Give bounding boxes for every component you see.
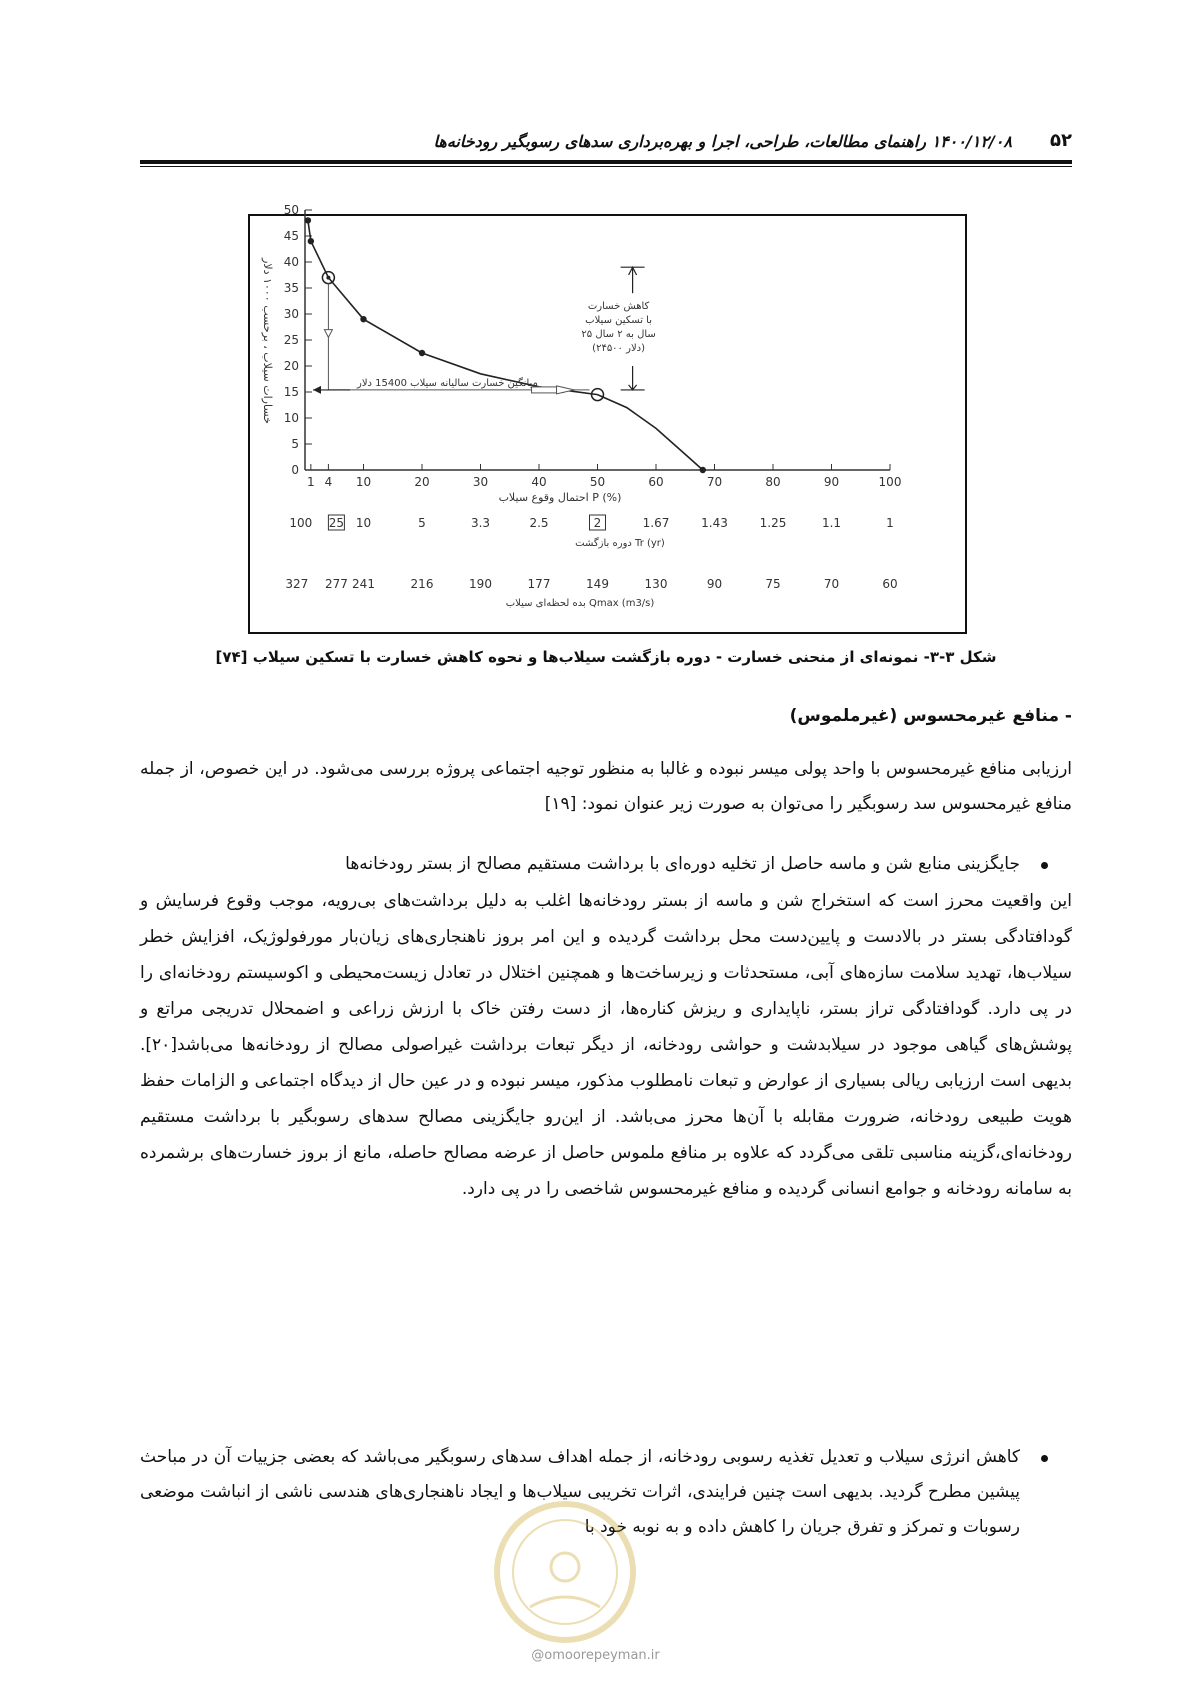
peak-discharge-value: 177 <box>527 577 551 591</box>
bullet-1-text: جایگزینی منابع شن و ماسه حاصل از تخلیه دوره‌ای با برداشت مستقیم مصالح از بستر رودخانه‌ها <box>345 854 1020 874</box>
return-period-value: 1.67 <box>642 516 670 530</box>
peak-discharge-value: 190 <box>469 577 492 591</box>
y-tick-label: 25 <box>283 333 299 347</box>
bullet-item-1 <box>140 847 1020 882</box>
peak-discharge-value: 60 <box>882 577 898 591</box>
peak-discharge-value: 277 <box>324 577 348 591</box>
return-period-value: 25 <box>328 516 345 530</box>
header-rule-thick <box>140 160 1072 164</box>
figure-caption: شکل ۳-۳- نمونه‌ای از منحنی خسارت - دوره بازگشت سیلاب‌ها و نحوه کاهش خسارت با تسکین سیلاب [۷۴] <box>215 648 997 666</box>
y-value-arrow-head <box>313 386 321 394</box>
x-tick-label: 20 <box>414 475 430 489</box>
y-tick-label: 0 <box>291 463 299 477</box>
x-tick-label: 1 <box>307 475 315 489</box>
reduction-annotation-line: ۲۵ سال به ۲ سال <box>581 328 656 340</box>
y-tick-label: 40 <box>283 255 299 269</box>
return-period-value: 2 <box>593 516 602 530</box>
running-header <box>140 128 1072 158</box>
y-tick-label: 5 <box>291 437 299 451</box>
paragraph-intro: ارزیابی منافع غیرمحسوس با واحد پولی میسر نبوده و غالبا به منظور توجیه اجتماعی پروژه بررسی می‌شود. در این خصوص، از جمله منافع غیرمحسوس سد رسوبگیر را می‌توان به صورت زیر عنوان نمود: [۱۹] <box>140 759 1072 814</box>
bullet-1-body: این واقعیت محرز است که استخراج شن و ماسه از بستر رودخانه‌ها اغلب به دلیل برداشت‌های بی‌رویه، موجب وقوع فرسایش و گودافتادگی بستر در بالادست و پایین‌دست محل برداشت گردیده و این امر بروز ناهنجاری‌های زیان‌بار مورفولوژیک، افزایش خطر سیلاب‌ها، تهدید سلامت سازه‌های آبی، مستحدثات و زیرساخت‌ها و همچنین اختلال در تعادل زیست‌محیطی و اکوسیستم رودخانه‌ای را در پی دارد. گودافتادگی تراز بستر، ناپایداری و ریزش کناره‌ها، از دست رفتن خاک با ارزش زراعی و اضمحلال تدریجی مراتع و پوشش‌های گیاهی موجود در سیلابدشت و حواشی رودخانه، از دیگر تبعات برداشت غیراصولی مصالح از رودخانه‌ها می‌باشد[۲۰]. بدیهی است ارزیابی ریالی بسیاری از عوارض و تبعات نامطلوب مذکور، میسر نبوده و در عین حال از دیدگاه اجتماعی و الزامات حفظ هویت طبیعی رودخانه، ضرورت مقابله با آن‌ها محرز می‌باشد. از این‌رو جایگزینی مصالح سدهای رسوبگیر با برداشت مستقیم رودخانه‌ای،گزینه مناسبی تلقی می‌گردد که علاوه بر منافع ملموس حاصل از عرضه مصالح حاصله، مانع از بروز خسارت‌های برشمرده به سامانه رودخانه و جوامع انسانی گردیده و منافع غیرمحسوس شاخصی را در پی دارد. <box>140 891 1072 1199</box>
peak-discharge-value: 149 <box>586 577 609 591</box>
section-title: - منافع غیرمحسوس (غیرملموس) <box>789 706 1072 726</box>
peak-discharge-label: بده لحظه‌ای سیلاب Qmax (m3/s) <box>505 598 655 609</box>
return-period-value: 3.3 <box>470 516 491 530</box>
header-rule-thin <box>140 166 1072 167</box>
curve-point <box>308 238 314 244</box>
return-period-value: 100 <box>289 516 313 530</box>
x-tick-label: 4 <box>324 475 333 489</box>
return-period-value: 10 <box>355 516 372 530</box>
peak-discharge-value: 75 <box>765 577 781 591</box>
x-axis-label: احتمال وقوع سیلاب P (%) <box>498 491 622 504</box>
curve-point-ring-center <box>326 276 330 280</box>
drop-arrow-head <box>324 330 332 338</box>
return-period-value: 1.43 <box>701 516 728 530</box>
peak-discharge-value: 70 <box>823 577 840 591</box>
page-number: ۵۲ <box>1050 130 1072 151</box>
mean-arrow-head <box>557 386 575 394</box>
return-period-value: 1.25 <box>759 516 787 530</box>
y-tick-label: 15 <box>283 385 299 399</box>
bullet-dot <box>1041 1455 1048 1462</box>
return-period-value: 5 <box>418 516 426 530</box>
x-tick-label: 60 <box>648 475 664 489</box>
figure-frame <box>248 203 967 634</box>
return-period-value: 2.5 <box>529 516 549 530</box>
x-tick-label: 90 <box>823 475 840 489</box>
curve-point <box>360 316 366 322</box>
y-tick-label: 10 <box>283 411 299 425</box>
x-tick-label: 30 <box>472 475 489 489</box>
peak-discharge-value: 90 <box>706 577 723 591</box>
y-tick-label: 50 <box>283 203 299 217</box>
y-axis-label: خسارات سیلاب ، برحسب ۱۰۰۰ دلار <box>261 258 274 424</box>
bullet-2-text: کاهش انرژی سیلاب و تعدیل تغذیه رسوبی رودخانه، از جمله اهداف سدهای رسوبگیر می‌باشد که بعضی جزییات آن در مباحث پیشین مطرح گردید. بدیهی است چنین فرایندی، اثرات تخریبی سیلاب‌ها و ایجاد ناهنجاری‌های هندسی ناشی از انباشت موضعی رسوبات و تمرکز و تفرق جریان را کاهش داده و به نوبه خود با <box>140 1447 1020 1537</box>
peak-discharge-value: 241 <box>352 577 375 591</box>
x-tick-label: 40 <box>531 475 547 489</box>
peak-discharge-value: 216 <box>410 577 434 591</box>
y-tick-label: 20 <box>283 359 299 373</box>
curve-point <box>419 350 425 356</box>
bullet-dot <box>1041 862 1048 869</box>
curve-point <box>700 467 706 473</box>
damage-curve-chart <box>250 203 965 632</box>
peak-discharge-value: 130 <box>644 577 668 591</box>
x-tick-label: 50 <box>589 475 606 489</box>
reduction-annotation-line: کاهش خسارت <box>587 300 650 312</box>
x-tick-label: 10 <box>355 475 372 489</box>
return-period-label: دوره بازگشت Tr (yr) <box>575 538 665 549</box>
running-title: ۱۴۰۰/۱۲/۰۸ راهنمای مطالعات، طراحی، اجرا و بهره‌برداری سدهای رسوبگیر رودخانه‌ها <box>433 132 1012 151</box>
watermark-seal-icon <box>490 1497 640 1647</box>
curve-point <box>305 217 311 223</box>
watermark-text: @omoorepeyman.ir <box>531 1648 660 1663</box>
return-period-value: 1 <box>886 516 894 530</box>
mean-annotation: میانگین خسارت سالیانه سیلاب 15400 دلار <box>357 377 538 389</box>
y-tick-label: 45 <box>283 229 299 243</box>
peak-discharge-value: 327 <box>285 577 309 591</box>
return-period-value: 1.1 <box>821 516 842 530</box>
reduction-annotation-line: با تسکین سیلاب <box>585 314 653 326</box>
x-tick-label: 70 <box>706 475 723 489</box>
y-tick-label: 30 <box>283 307 299 321</box>
y-tick-label: 35 <box>283 281 299 295</box>
x-tick-label: 80 <box>765 475 781 489</box>
reduction-annotation-line: (۲۴۵۰۰ دلار) <box>592 342 646 354</box>
x-tick-label: 100 <box>878 475 902 489</box>
